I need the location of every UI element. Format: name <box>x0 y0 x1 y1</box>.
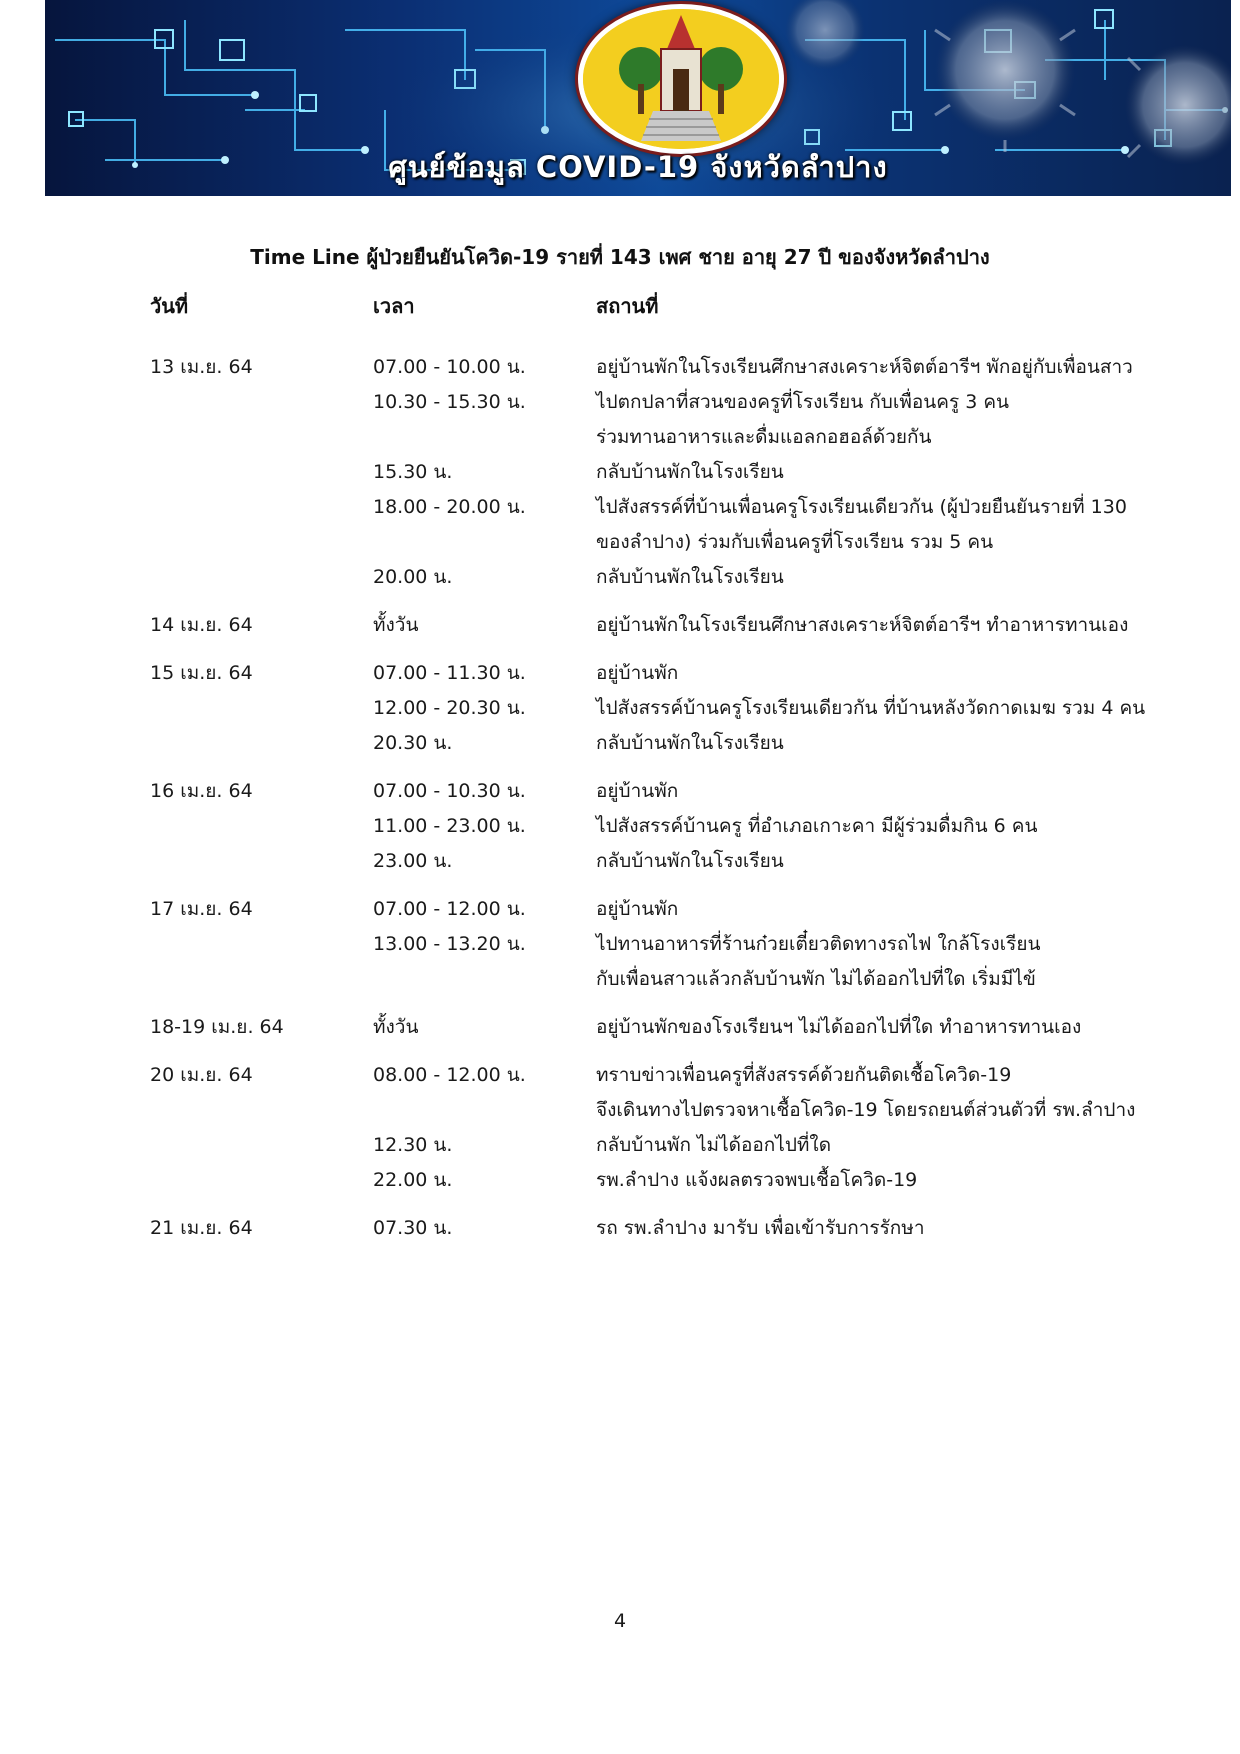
timeline-time: 07.30 น. <box>373 1217 453 1239</box>
timeline-place: กับเพื่อนสาวแล้วกลับบ้านพัก ไม่ได้ออกไปที่ใด เริ่มมีไข้ <box>596 968 1036 990</box>
timeline-place: รพ.ลำปาง แจ้งผลตรวจพบเชื้อโควิด-19 <box>596 1169 918 1191</box>
banner-title: ศูนย์ข้อมูล COVID-19 จังหวัดลำปาง <box>388 150 888 184</box>
timeline-date: 15 เม.ย. 64 <box>150 662 253 684</box>
timeline-place: กลับบ้านพัก ไม่ได้ออกไปที่ใด <box>596 1134 832 1156</box>
timeline-time: 22.00 น. <box>373 1169 453 1191</box>
timeline-time: 10.30 - 15.30 น. <box>373 391 526 413</box>
timeline-place: ไปสังสรรค์ที่บ้านเพื่อนครูโรงเรียนเดียวกัน (ผู้ป่วยยืนยันรายที่ 130 <box>596 496 1127 518</box>
timeline-place: ไปสังสรรค์บ้านครู ที่อำเภอเกาะคา มีผู้ร่วมดื่มกิน 6 คน <box>596 815 1038 837</box>
timeline-place: อยู่บ้านพัก <box>596 780 679 802</box>
timeline-place: จึงเดินทางไปตรวจหาเชื้อโควิด-19 โดยรถยนต์ส่วนตัวที่ รพ.ลำปาง <box>596 1099 1136 1121</box>
timeline-time: 07.00 - 10.30 น. <box>373 780 526 802</box>
timeline-place: ไปทานอาหารที่ร้านก๋วยเตี๋ยวติดทางรถไฟ ใกล้โรงเรียน <box>596 933 1041 955</box>
timeline-date: 18-19 เม.ย. 64 <box>150 1016 284 1038</box>
timeline-time: 15.30 น. <box>373 461 453 483</box>
timeline-date: 21 เม.ย. 64 <box>150 1217 253 1239</box>
timeline-place: อยู่บ้านพัก <box>596 662 679 684</box>
page-number: 4 <box>613 1610 627 1632</box>
column-header-date: วันที่ <box>150 294 189 318</box>
timeline-time: 07.00 - 12.00 น. <box>373 898 526 920</box>
column-header-place: สถานที่ <box>596 294 659 318</box>
timeline-date: 17 เม.ย. 64 <box>150 898 253 920</box>
timeline-place: ร่วมทานอาหารและดื่มแอลกอฮอล์ด้วยกัน <box>596 426 932 448</box>
timeline-time: 23.00 น. <box>373 850 453 872</box>
timeline-place: กลับบ้านพักในโรงเรียน <box>596 566 784 588</box>
timeline-place: รถ รพ.ลำปาง มารับ เพื่อเข้ารับการรักษา <box>596 1217 925 1239</box>
timeline-place: อยู่บ้านพักในโรงเรียนศึกษาสงเคราะห์จิตต์อารีฯ พักอยู่กับเพื่อนสาว <box>596 356 1133 378</box>
timeline-date: 16 เม.ย. 64 <box>150 780 253 802</box>
timeline-place: ของลำปาง) ร่วมกับเพื่อนครูที่โรงเรียน รวม 5 คน <box>596 531 994 553</box>
provincial-seal-icon <box>578 4 784 154</box>
timeline-date: 13 เม.ย. 64 <box>150 356 253 378</box>
timeline-place: กลับบ้านพักในโรงเรียน <box>596 732 784 754</box>
timeline-time: ทั้งวัน <box>373 1016 419 1038</box>
timeline-place: กลับบ้านพักในโรงเรียน <box>596 850 784 872</box>
timeline-place: ไปสังสรรค์บ้านครูโรงเรียนเดียวกัน ที่บ้านหลังวัดกาดเมฆ รวม 4 คน <box>596 697 1146 719</box>
timeline-place: กลับบ้านพักในโรงเรียน <box>596 461 784 483</box>
timeline-time: 11.00 - 23.00 น. <box>373 815 526 837</box>
timeline-time: 18.00 - 20.00 น. <box>373 496 526 518</box>
timeline-place: ทราบข่าวเพื่อนครูที่สังสรรค์ด้วยกันติดเชื้อโควิด-19 <box>596 1064 1012 1086</box>
timeline-time: 12.30 น. <box>373 1134 453 1156</box>
timeline-time: 07.00 - 11.30 น. <box>373 662 526 684</box>
document-title: Time Line ผู้ป่วยยืนยันโควิด-19 รายที่ 143 เพศ ชาย อายุ 27 ปี ของจังหวัดลำปาง <box>250 245 990 269</box>
timeline-place: อยู่บ้านพักของโรงเรียนฯ ไม่ได้ออกไปที่ใด ทำอาหารทานเอง <box>596 1016 1082 1038</box>
timeline-time: 20.00 น. <box>373 566 453 588</box>
timeline-time: ทั้งวัน <box>373 614 419 636</box>
timeline-place: อยู่บ้านพักในโรงเรียนศึกษาสงเคราะห์จิตต์อารีฯ ทำอาหารทานเอง <box>596 614 1129 636</box>
timeline-place: อยู่บ้านพัก <box>596 898 679 920</box>
column-header-time: เวลา <box>373 294 415 318</box>
timeline-time: 13.00 - 13.20 น. <box>373 933 526 955</box>
timeline-time: 08.00 - 12.00 น. <box>373 1064 526 1086</box>
timeline-time: 12.00 - 20.30 น. <box>373 697 526 719</box>
timeline-place: ไปตกปลาที่สวนของครูที่โรงเรียน กับเพื่อนครู 3 คน <box>596 391 1010 413</box>
timeline-date: 20 เม.ย. 64 <box>150 1064 253 1086</box>
timeline-time: 20.30 น. <box>373 732 453 754</box>
timeline-time: 07.00 - 10.00 น. <box>373 356 526 378</box>
header-banner <box>45 0 1231 196</box>
timeline-date: 14 เม.ย. 64 <box>150 614 253 636</box>
